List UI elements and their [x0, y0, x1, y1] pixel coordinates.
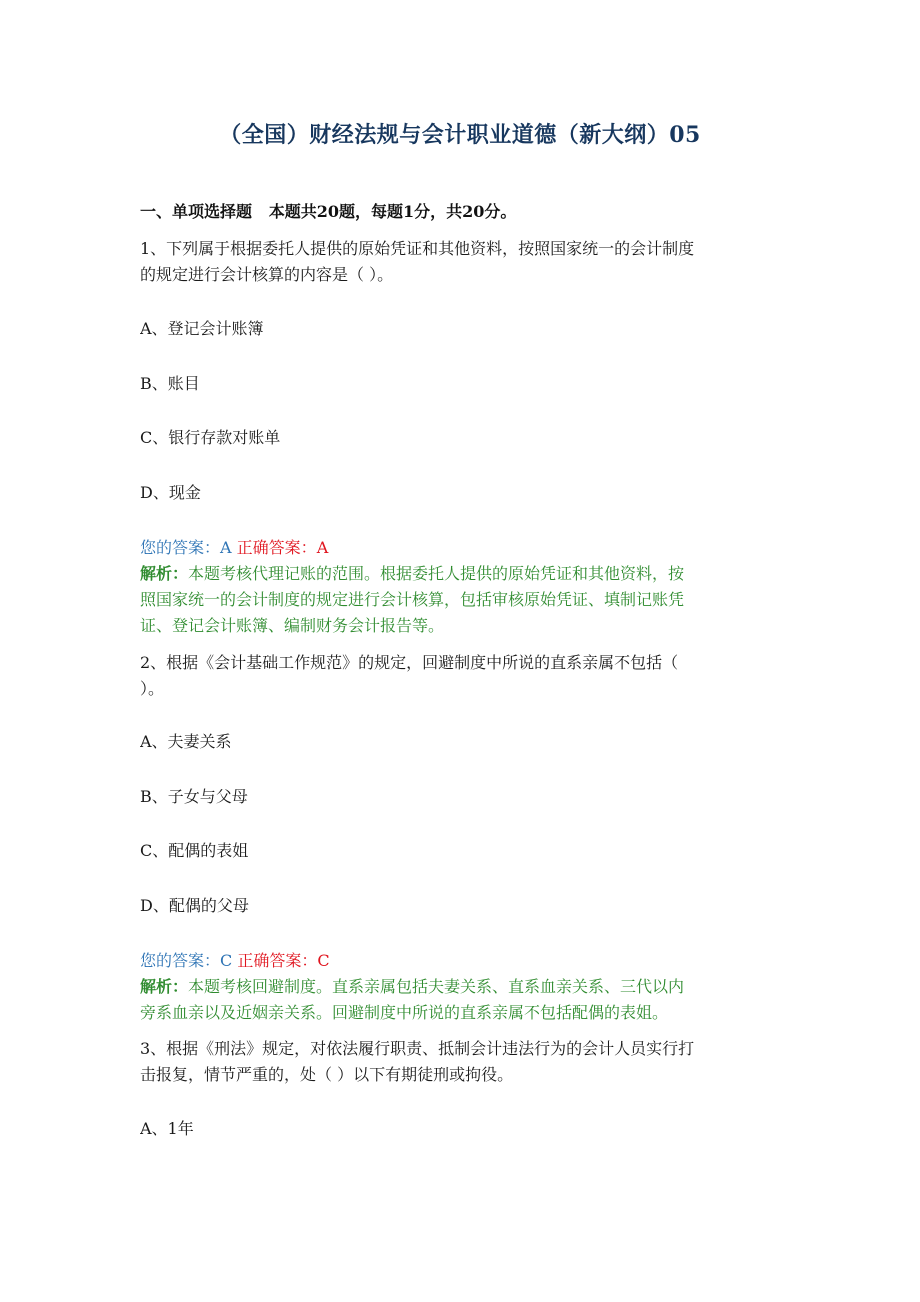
- question-1-answer-line: [140, 535, 790, 561]
- section-heading: [140, 200, 516, 224]
- your-answer-value: C: [220, 951, 233, 970]
- question-2-answer-line: [140, 948, 790, 974]
- question-2-option-a: A、夫妻关系: [140, 732, 232, 751]
- correct-answer-value: C: [317, 951, 330, 970]
- question-1-option-d: D、现金: [140, 483, 201, 502]
- question-1-stem-line-2: 的规定进行会计核算的内容是（ ）。: [140, 265, 394, 284]
- analysis-text: 本题考核代理记账的范围。根据委托人提供的原始凭证和其他资料，按: [188, 564, 685, 583]
- section-heading-label: 一、单项选择题: [140, 202, 253, 221]
- correct-answer-value: A: [316, 538, 329, 557]
- analysis-text: 本题考核回避制度。直系亲属包括夫妻关系、直系血亲关系、三代以内: [188, 977, 685, 996]
- question-1-option-b: B、账目: [140, 374, 200, 393]
- question-1-option-c: C、银行存款对账单: [140, 428, 281, 447]
- analysis-label: 解析：: [140, 564, 189, 583]
- correct-answer-label: 正确答案：: [237, 951, 318, 970]
- analysis-label: 解析：: [140, 977, 189, 996]
- question-1-stem-line-1: 1、下列属于根据委托人提供的原始凭证和其他资料，按照国家统一的会计制度: [140, 239, 695, 258]
- your-answer-value: A: [220, 538, 232, 557]
- question-3-option-a: A、1年: [140, 1119, 194, 1138]
- question-2-stem-line-1: 2、根据《会计基础工作规范》的规定，回避制度中所说的直系亲属不包括（: [140, 653, 679, 672]
- correct-answer-label: 正确答案：: [236, 538, 317, 557]
- question-2-option-d: D、配偶的父母: [140, 896, 249, 915]
- question-2-analysis-line-1: [140, 974, 790, 1000]
- question-3-stem-line-2: 击报复，情节严重的，处（ ）以下有期徒刑或拘役。: [140, 1065, 514, 1084]
- question-1-option-a: A、登记会计账簿: [140, 319, 264, 338]
- your-answer-label: 您的答案：: [140, 951, 221, 970]
- question-1-analysis-line-2: 照国家统一的会计制度的规定进行会计核算，包括审核原始凭证、填制记账凭: [140, 590, 685, 609]
- page-title: （全国）财经法规与会计职业道德（新大纲）05: [219, 122, 701, 148]
- question-3-stem-line-1: 3、根据《刑法》规定，对依法履行职责、抵制会计违法行为的会计人员实行打: [140, 1039, 695, 1058]
- question-2-analysis-line-2: 旁系血亲以及近姻亲关系。回避制度中所说的直系亲属不包括配偶的表姐。: [140, 1003, 669, 1022]
- question-2-option-c: C、配偶的表姐: [140, 841, 249, 860]
- question-2-stem-line-2: ）。: [140, 679, 165, 698]
- question-1-analysis-line-3: 证、登记会计账簿、编制财务会计报告等。: [140, 616, 445, 635]
- your-answer-label: 您的答案：: [140, 538, 221, 557]
- question-1-analysis-line-1: [140, 561, 790, 587]
- section-instruction: 本题共20题，每题1分，共20分。: [268, 202, 517, 221]
- question-2-option-b: B、子女与父母: [140, 787, 248, 806]
